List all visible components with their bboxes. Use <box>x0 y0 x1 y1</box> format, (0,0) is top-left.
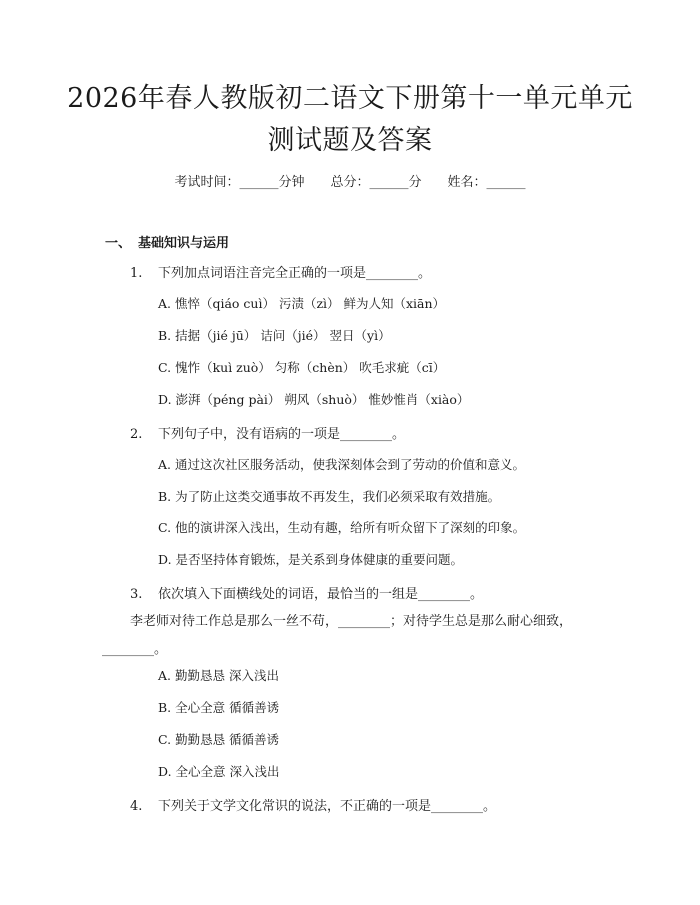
exam-time: 考试时间：______分钟 <box>174 175 305 190</box>
question-2-option-b: B. 为了防止这类交通事故不再发生，我们必须采取有效措施。 <box>158 489 501 504</box>
section-number: 一、 <box>105 236 132 251</box>
question-2 <box>130 423 405 442</box>
question-4 <box>130 795 496 814</box>
question-1 <box>130 262 431 281</box>
question-3-passage: 李老师对待工作总是那么一丝不苟，________；对待学生总是那么耐心细致，________。 <box>102 614 573 657</box>
section-title: 基础知识与运用 <box>138 236 230 251</box>
document-title: 2026年春人教版初二语文下册第十一单元单元测试题及答案 <box>67 83 633 156</box>
question-text: 依次填入下面横线处的词语，最恰当的一组是________。 <box>158 587 484 602</box>
student-name: 姓名：______ <box>447 175 526 190</box>
question-3-option-d: D. 全心全意 深入浅出 <box>158 764 280 779</box>
question-text: 下列关于文学文化常识的说法，不正确的一项是________。 <box>158 799 497 814</box>
question-1-option-b: B. 拮据（jié jū） 诘问（jié） 翌日（yì） <box>158 328 391 343</box>
question-text: 下列句子中，没有语病的一项是________。 <box>158 427 406 442</box>
question-2-option-c: C. 他的演讲深入浅出，生动有趣，给所有听众留下了深刻的印象。 <box>158 520 526 535</box>
question-number: 2. <box>130 427 143 442</box>
section-heading <box>105 232 229 251</box>
question-1-option-c: C. 愧怍（kuì zuò） 匀称（chèn） 吹毛求疵（cī） <box>158 360 446 375</box>
question-2-option-a: A. 通过这次社区服务活动，使我深刻体会到了劳动的价值和意义。 <box>158 457 525 472</box>
question-3-option-a: A. 勤勤恳恳 深入浅出 <box>158 668 279 683</box>
exam-info <box>0 171 700 190</box>
question-number: 1. <box>130 266 143 281</box>
question-3-option-c: C. 勤勤恳恳 循循善诱 <box>158 732 280 747</box>
exam-score: 总分：______分 <box>330 175 422 190</box>
question-3-option-b: B. 全心全意 循循善诱 <box>158 700 280 715</box>
question-2-option-d: D. 是否坚持体育锻炼，是关系到身体健康的重要问题。 <box>158 552 464 567</box>
question-1-option-d: D. 澎湃（péng pài） 朔风（shuò） 惟妙惟肖（xiào） <box>158 392 470 407</box>
question-3 <box>130 583 483 602</box>
question-1-option-a: A. 憔悴（qiáo cuì） 污渍（zì） 鲜为人知（xiān） <box>158 296 446 311</box>
question-number: 3. <box>130 587 143 602</box>
question-text: 下列加点词语注音完全正确的一项是________。 <box>158 266 432 281</box>
question-number: 4. <box>130 799 143 814</box>
